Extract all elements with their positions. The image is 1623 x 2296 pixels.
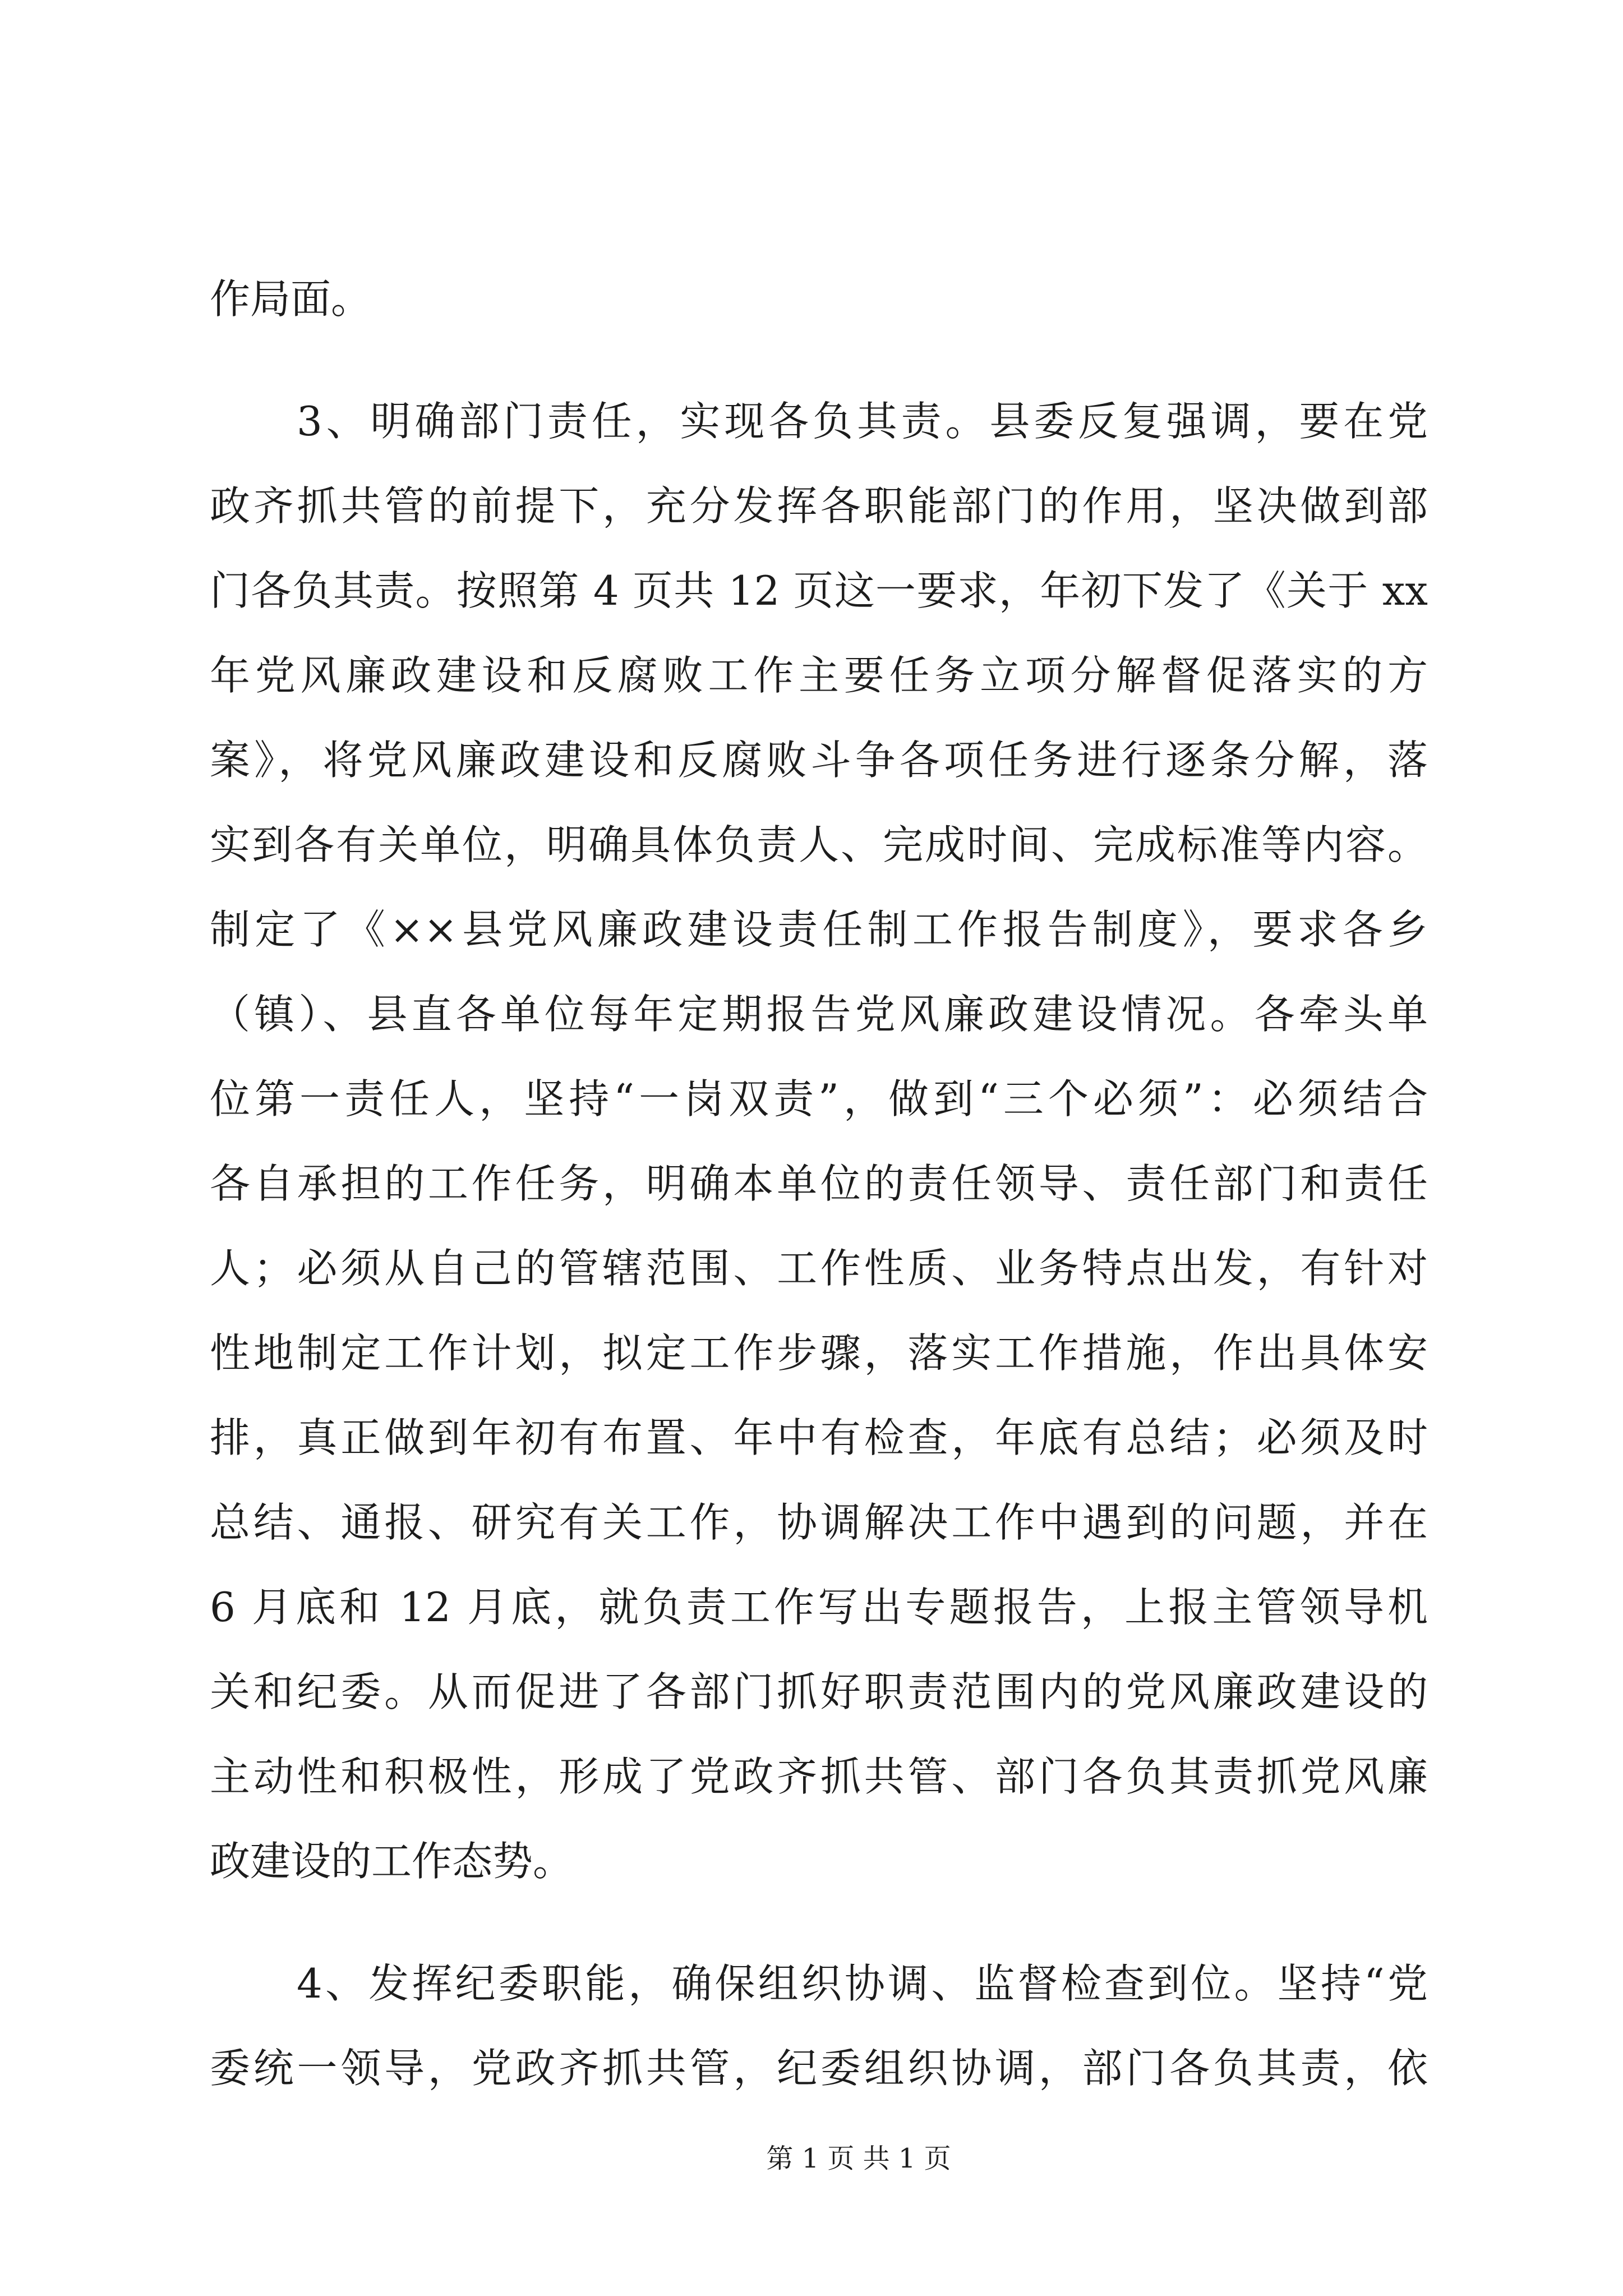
text-line: 性地制定工作计划，拟定工作步骤，落实工作措施，作出具体安	[210, 1329, 1428, 1377]
text-line: 3、明确部门责任，实现各负其责。县委反复强调，要在党	[297, 398, 1428, 445]
text-line: 政齐抓共管的前提下，充分发挥各职能部门的作用，坚决做到部	[210, 482, 1428, 530]
text-line: 实到各有关单位，明确具体负责人、完成时间、完成标准等内容。	[210, 821, 1428, 868]
text-line: 制定了《××县党风廉政建设责任制工作报告制度》，要求各乡	[210, 906, 1428, 953]
text-line: 4、发挥纪委职能，确保组织协调、监督检查到位。坚持“党	[297, 1960, 1428, 2007]
paragraph	[210, 257, 1428, 342]
text-line: 6 月底和 12 月底，就负责工作写出专题报告，上报主管领导机	[210, 1584, 1428, 1631]
paragraph	[210, 379, 1428, 1904]
text-line: 排，真正做到年初有布置、年中有检查，年底有总结；必须及时	[210, 1414, 1428, 1461]
body-text	[210, 257, 1428, 2111]
text-line: 总结、通报、研究有关工作，协调解决工作中遇到的问题，并在	[210, 1499, 1428, 1546]
text-line: 人；必须从自己的管辖范围、工作性质、业务特点出发，有针对	[210, 1245, 1428, 1292]
text-line: 政建设的工作态势。	[210, 1838, 574, 1885]
text-line: （镇）、县直各单位每年定期报告党风廉政建设情况。各牵头单	[210, 991, 1428, 1038]
page-footer	[766, 2142, 951, 2175]
page-number: 第 1 页 共 1 页	[766, 2143, 951, 2174]
text-line: 委统一领导，党政齐抓共管，纪委组织协调，部门各负其责，依	[210, 2045, 1428, 2092]
text-line: 各自承担的工作任务，明确本单位的责任领导、责任部门和责任	[210, 1160, 1428, 1207]
text-line: 主动性和积极性，形成了党政齐抓共管、部门各负其责抓党风廉	[210, 1753, 1428, 1800]
text-line: 案》，将党风廉政建设和反腐败斗争各项任务进行逐条分解，落	[210, 737, 1428, 784]
text-line: 年党风廉政建设和反腐败工作主要任务立项分解督促落实的方	[210, 652, 1428, 699]
text-line: 门各负其责。按照第 4 页共 12 页这一要求，年初下发了《关于 xx	[210, 567, 1428, 614]
text-line: 关和纪委。从而促进了各部门抓好职责范围内的党风廉政建设的	[210, 1668, 1428, 1715]
text-line: 位第一责任人，坚持“一岗双责”，做到“三个必须”：必须结合	[210, 1075, 1428, 1122]
paragraph	[210, 1941, 1428, 2111]
text-line: 作局面。	[210, 275, 372, 323]
